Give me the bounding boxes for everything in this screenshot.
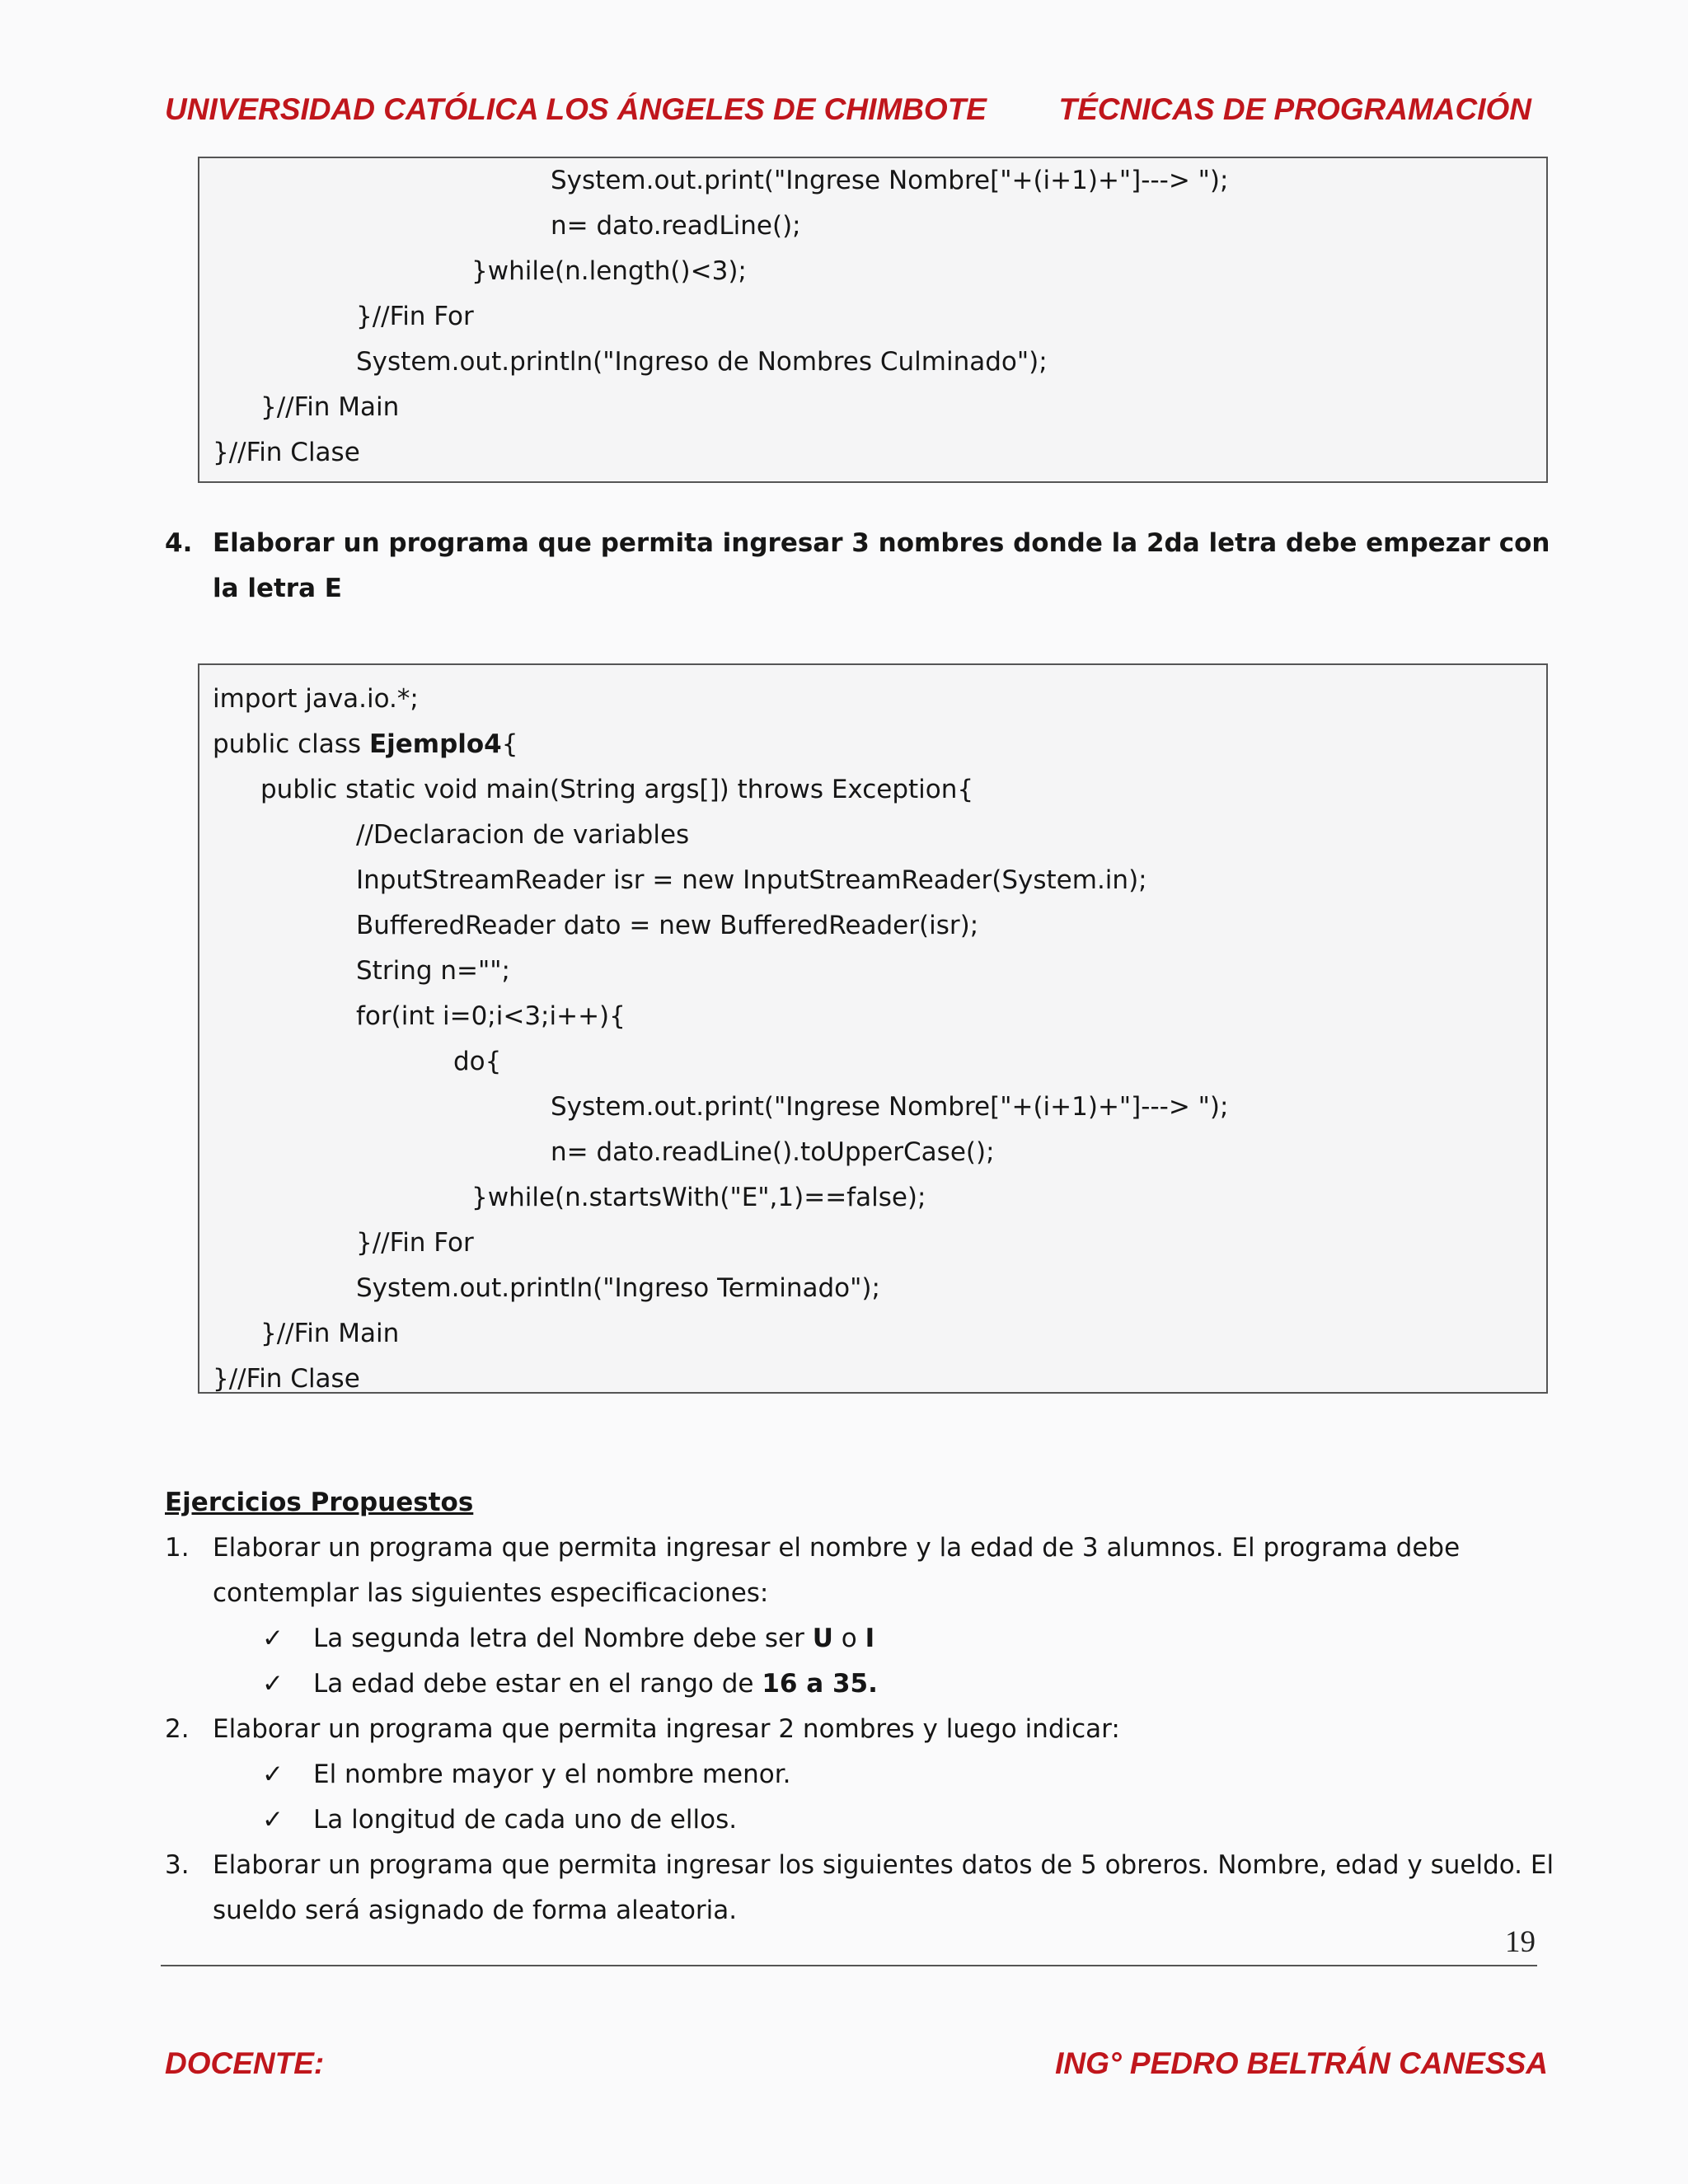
sub-item-text: o	[832, 1624, 865, 1653]
sub-item-bold: 16 a 35.	[762, 1669, 878, 1699]
checkmark-icon: ✓	[262, 1669, 284, 1699]
sub-item	[313, 1616, 874, 1661]
item-text: Elaborar un programa que permita ingresar los siguientes datos de 5 obreros. Nombre, edad y sueldo. El	[213, 1850, 1554, 1880]
item-number: 3.	[165, 1850, 190, 1880]
code-line: do{	[453, 1047, 502, 1076]
code-line: }while(n.length()<3);	[471, 256, 747, 286]
page-number: 19	[1505, 1925, 1536, 1959]
code-line: for(int i=0;i<3;i++){	[356, 1001, 626, 1031]
code-line: System.out.print("Ingrese Nombre["+(i+1)+"]---> ");	[551, 1092, 1229, 1122]
sub-item-bold: U	[812, 1624, 833, 1653]
header-course: TÉCNICAS DE PROGRAMACIÓN	[1058, 92, 1531, 126]
item-text: Elaborar un programa que permita ingresar 2 nombres y luego indicar:	[213, 1714, 1120, 1744]
code-line: n= dato.readLine().toUpperCase();	[551, 1137, 995, 1167]
code-block-continuation	[198, 157, 1548, 483]
code-line: import java.io.*;	[213, 684, 419, 714]
code-line: BufferedReader dato = new BufferedReader(isr);	[356, 911, 979, 940]
exercise-text: Elaborar un programa que permita ingresar 3 nombres donde la 2da letra debe empezar con	[213, 528, 1550, 558]
sub-item-bold: I	[865, 1624, 875, 1653]
class-name: Ejemplo4	[368, 729, 502, 759]
checkmark-icon: ✓	[262, 1760, 284, 1789]
item-number: 2.	[165, 1714, 190, 1744]
code-line: //Declaracion de variables	[356, 820, 690, 850]
sub-item	[313, 1661, 878, 1707]
code-line: }//Fin For	[356, 1228, 474, 1258]
item-text: Elaborar un programa que permita ingresar el nombre y la edad de 3 alumnos. El programa debe	[213, 1533, 1461, 1563]
sub-item-text: El nombre mayor y el nombre menor.	[313, 1760, 791, 1789]
code-line: public static void main(String args[]) throws Exception{	[260, 775, 974, 804]
item-text-continued: contemplar las siguientes especificaciones:	[213, 1578, 769, 1608]
code-line: System.out.println("Ingreso Terminado");	[356, 1273, 880, 1303]
code-line: String n="";	[356, 956, 510, 986]
code-line: System.out.println("Ingreso de Nombres Culminado");	[356, 347, 1048, 377]
sub-item-text: La segunda letra del Nombre debe ser	[313, 1624, 813, 1653]
code-block-ejemplo4	[198, 663, 1548, 1394]
sub-item-text: La longitud de cada uno de ellos.	[313, 1805, 738, 1835]
footer-label: DOCENTE:	[165, 2046, 325, 2080]
code-line: n= dato.readLine();	[551, 211, 801, 241]
code-line: }//Fin Main	[260, 1319, 400, 1348]
checkmark-icon: ✓	[262, 1805, 284, 1835]
section-title: Ejercicios Propuestos	[165, 1488, 474, 1517]
code-line: System.out.print("Ingrese Nombre["+(i+1)+"]---> ");	[551, 166, 1229, 195]
exercise-number: 4.	[165, 528, 193, 558]
footer-teacher: ING° PEDRO BELTRÁN CANESSA	[1055, 2046, 1548, 2080]
code-line: }while(n.startsWith("E",1)==false);	[471, 1183, 926, 1212]
sub-item-text: La edad debe estar en el rango de	[313, 1669, 762, 1699]
code-keyword: public class	[213, 729, 369, 759]
item-text-continued: sueldo será asignado de forma aleatoria.	[213, 1896, 738, 1925]
exercise-text-continued: la letra E	[213, 574, 342, 603]
code-brace: {	[501, 729, 518, 759]
code-line: InputStreamReader isr = new InputStreamReader(System.in);	[356, 865, 1147, 895]
checkmark-icon: ✓	[262, 1624, 284, 1653]
code-line: }//Fin Clase	[213, 438, 360, 467]
item-number: 1.	[165, 1533, 190, 1563]
code-line-class-decl	[213, 722, 518, 767]
code-line: }//Fin For	[356, 302, 474, 331]
code-line: }//Fin Main	[260, 392, 400, 422]
code-line: }//Fin Clase	[213, 1364, 360, 1394]
footer-divider	[161, 1965, 1537, 1966]
header-university: UNIVERSIDAD CATÓLICA LOS ÁNGELES DE CHIMBOTE	[165, 92, 987, 126]
